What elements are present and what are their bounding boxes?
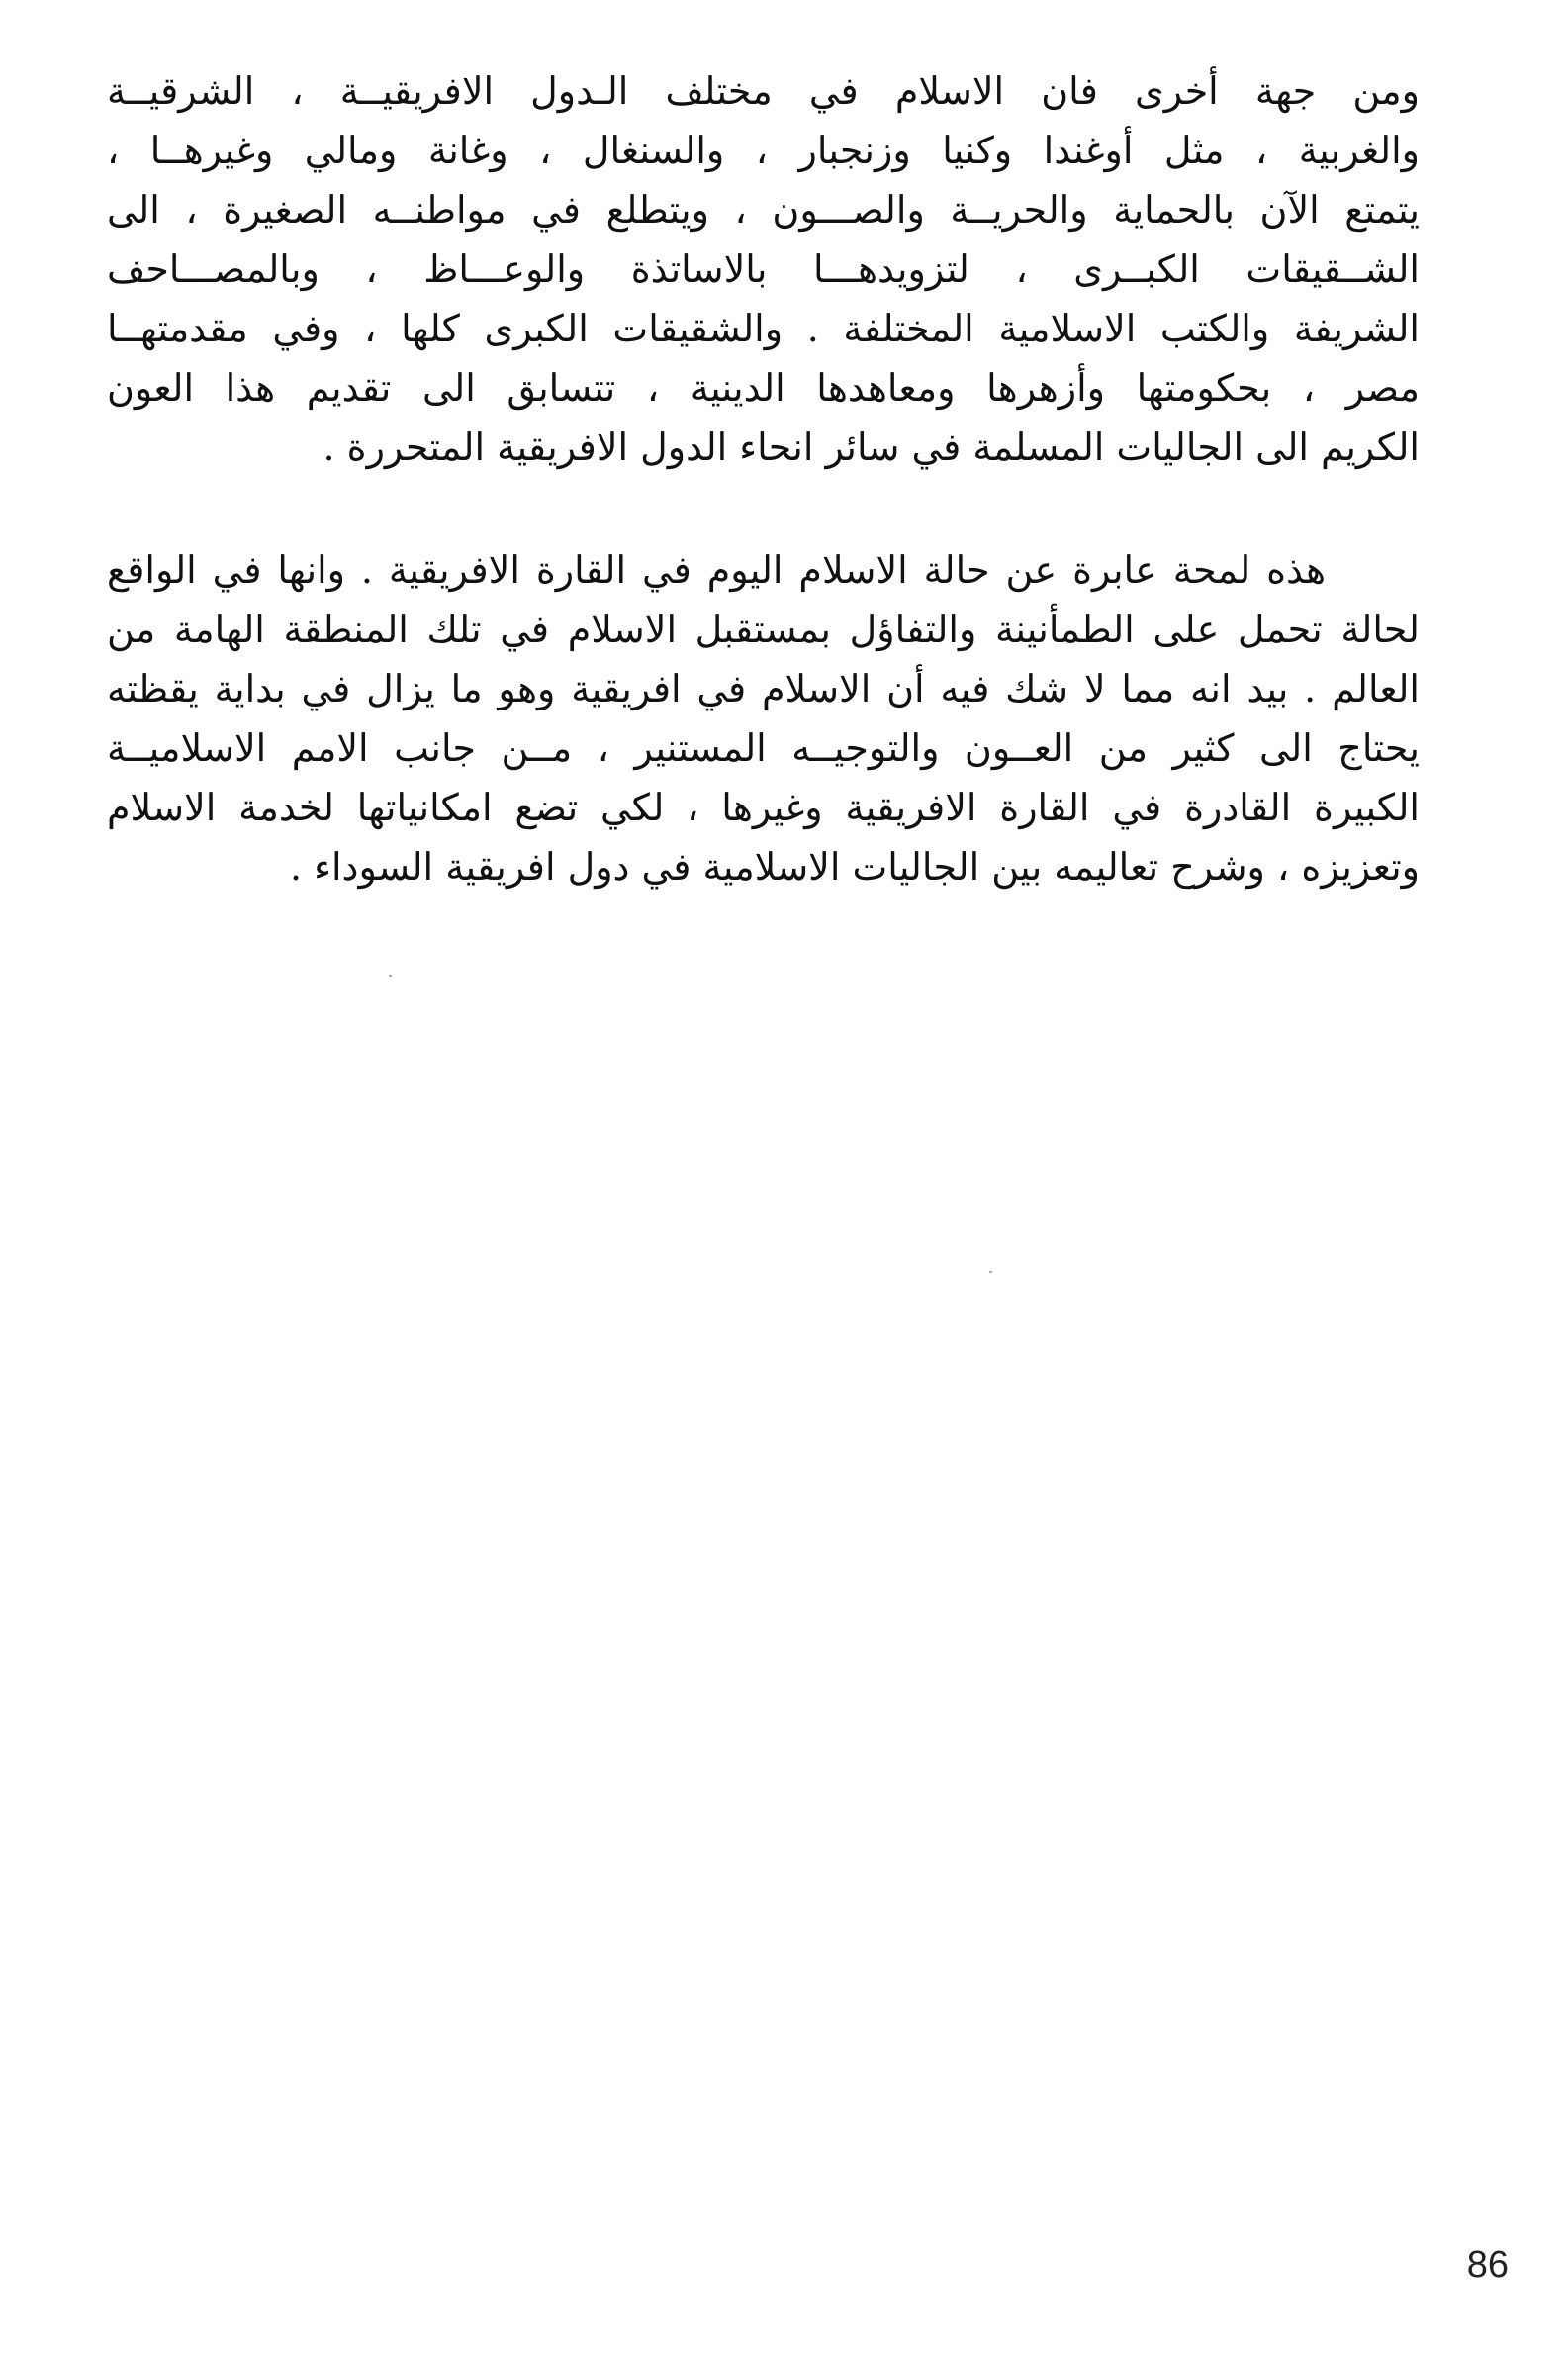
scan-speck [989, 1271, 992, 1273]
page-number: 86 [1466, 2244, 1509, 2286]
paragraph-2 [107, 540, 1420, 897]
text-line: الشــقيقات الكبــرى ، لتزويدهـــا بالاساتذة والوعـــاظ ، وبالمصـــاحف [107, 247, 1420, 291]
text-line: العالم . بيد انه مما لا شك فيه أن الاسلام في افريقية وهو ما يزال في بداية يقظته [107, 667, 1420, 710]
text-line: الكبيرة القادرة في القارة الافريقية وغيرها ، لكي تضع امكانياتها لخدمة الاسلام [107, 786, 1420, 829]
scan-speck [389, 975, 392, 977]
text-line: الشريفة والكتب الاسلامية المختلفة . والشقيقات الكبرى كلها ، وفي مقدمتهــا [107, 307, 1420, 350]
text-line: مصر ، بحكومتها وأزهرها ومعاهدها الدينية ، تتسابق الى تقديم هذا العون [107, 366, 1420, 410]
text-line: يحتاج الى كثير من العــون والتوجيــه المستنير ، مــن جانب الامم الاسلاميــة [107, 726, 1420, 770]
paragraph-1 [107, 61, 1420, 477]
text-line: يتمتع الآن بالحماية والحريــة والصـــون ، ويتطلع في مواطنــه الصغيرة ، الى [107, 188, 1420, 232]
text-line: وتعزيزه ، وشرح تعاليمه بين الجاليات الاسلامية في دول افريقية السوداء . [289, 845, 1420, 889]
text-line: والغربية ، مثل أوغندا وكنيا وزنجبار ، والسنغال ، وغانة ومالي وغيرهــا ، [107, 129, 1420, 172]
text-line: الكريم الى الجاليات المسلمة في سائر انحاء الدول الافريقية المتحررة . [323, 426, 1420, 469]
text-line: ومن جهة أخرى فان الاسلام في مختلف الـدول الافريقيــة ، الشرقيــة [107, 69, 1420, 113]
text-line: لحالة تحمل على الطمأنينة والتفاؤل بمستقبل الاسلام في تلك المنطقة الهامة من [107, 608, 1420, 651]
text-line: هذه لمحة عابرة عن حالة الاسلام اليوم في القارة الافريقية . وانها في الواقع [107, 548, 1326, 592]
